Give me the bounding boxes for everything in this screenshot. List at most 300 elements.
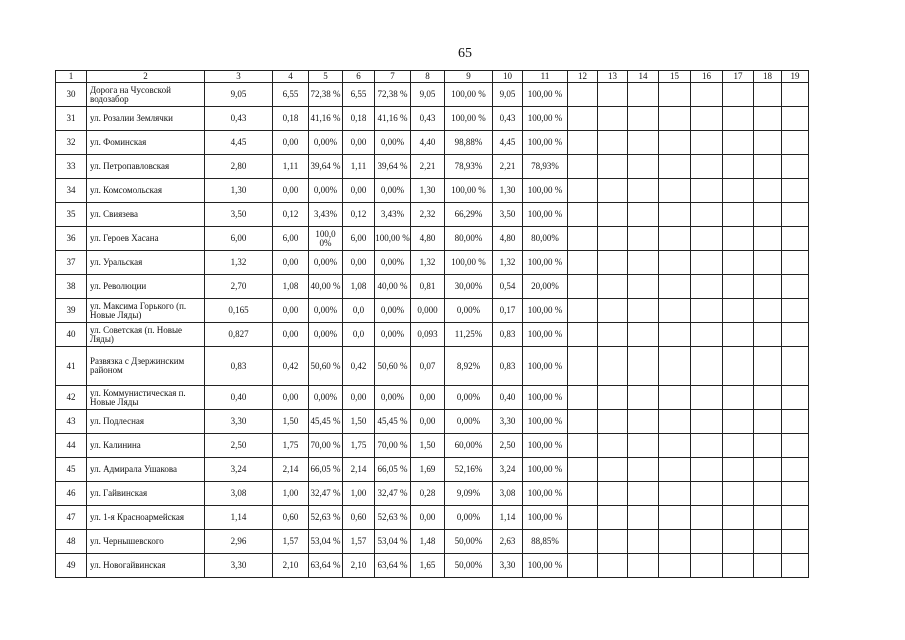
empty-cell — [691, 506, 723, 530]
cell-c4: 6,00 — [273, 227, 309, 251]
empty-cell — [782, 107, 809, 131]
cell-c4: 0,42 — [273, 347, 309, 386]
empty-cell — [598, 155, 628, 179]
cell-c11: 100,00 % — [523, 251, 568, 275]
row-number: 42 — [56, 386, 87, 410]
cell-c6: 0,12 — [343, 203, 375, 227]
empty-cell — [659, 554, 691, 578]
empty-cell — [628, 386, 659, 410]
cell-c9: 66,29% — [445, 203, 493, 227]
cell-c5: 63,64 % — [309, 554, 343, 578]
empty-cell — [691, 434, 723, 458]
cell-c8: 1,32 — [411, 251, 445, 275]
empty-cell — [659, 83, 691, 107]
table-row — [56, 458, 809, 482]
cell-c7: 40,00 % — [375, 275, 411, 299]
table-row — [56, 347, 809, 386]
cell-c3: 9,05 — [205, 83, 273, 107]
cell-c11: 100,00 % — [523, 323, 568, 347]
cell-c4: 0,12 — [273, 203, 309, 227]
empty-cell — [691, 410, 723, 434]
empty-cell — [598, 323, 628, 347]
road-name: ул. Чернышевского — [87, 530, 205, 554]
cell-c7: 3,43% — [375, 203, 411, 227]
row-number: 44 — [56, 434, 87, 458]
cell-c8: 0,00 — [411, 410, 445, 434]
cell-c10: 3,08 — [493, 482, 523, 506]
cell-c6: 1,57 — [343, 530, 375, 554]
cell-c3: 3,08 — [205, 482, 273, 506]
empty-cell — [659, 155, 691, 179]
cell-c11: 100,00 % — [523, 506, 568, 530]
row-number: 39 — [56, 299, 87, 323]
table-row — [56, 203, 809, 227]
cell-c4: 1,00 — [273, 482, 309, 506]
road-data-table — [55, 70, 809, 578]
empty-cell — [628, 554, 659, 578]
empty-cell — [782, 554, 809, 578]
column-number: 4 — [273, 71, 309, 83]
cell-c4: 1,75 — [273, 434, 309, 458]
table-row — [56, 386, 809, 410]
empty-cell — [691, 482, 723, 506]
empty-cell — [723, 323, 754, 347]
table-row — [56, 482, 809, 506]
cell-c10: 1,30 — [493, 179, 523, 203]
empty-cell — [568, 323, 598, 347]
row-number: 48 — [56, 530, 87, 554]
row-number: 37 — [56, 251, 87, 275]
cell-c8: 0,43 — [411, 107, 445, 131]
empty-cell — [782, 323, 809, 347]
cell-c9: 50,00% — [445, 554, 493, 578]
empty-cell — [568, 83, 598, 107]
cell-c10: 3,30 — [493, 554, 523, 578]
cell-c4: 1,57 — [273, 530, 309, 554]
cell-c10: 4,45 — [493, 131, 523, 155]
cell-c9: 78,93% — [445, 155, 493, 179]
cell-c7: 41,16 % — [375, 107, 411, 131]
empty-cell — [691, 179, 723, 203]
cell-c6: 0,42 — [343, 347, 375, 386]
empty-cell — [691, 155, 723, 179]
empty-cell — [691, 251, 723, 275]
empty-cell — [568, 107, 598, 131]
cell-c11: 100,00 % — [523, 131, 568, 155]
empty-cell — [691, 131, 723, 155]
empty-cell — [782, 434, 809, 458]
cell-c9: 100,00 % — [445, 179, 493, 203]
empty-cell — [568, 251, 598, 275]
cell-c9: 98,88% — [445, 131, 493, 155]
empty-cell — [691, 107, 723, 131]
table-row — [56, 275, 809, 299]
empty-cell — [628, 323, 659, 347]
cell-c6: 1,08 — [343, 275, 375, 299]
empty-cell — [659, 530, 691, 554]
road-name: ул. Советская (п. Новые Ляды) — [87, 323, 205, 347]
empty-cell — [723, 347, 754, 386]
cell-c3: 2,80 — [205, 155, 273, 179]
empty-cell — [598, 179, 628, 203]
empty-cell — [723, 482, 754, 506]
empty-cell — [723, 179, 754, 203]
cell-c9: 100,00 % — [445, 107, 493, 131]
column-number: 6 — [343, 71, 375, 83]
column-number: 16 — [691, 71, 723, 83]
empty-cell — [754, 323, 782, 347]
empty-cell — [782, 506, 809, 530]
cell-c8: 0,00 — [411, 506, 445, 530]
cell-c3: 2,96 — [205, 530, 273, 554]
empty-cell — [598, 554, 628, 578]
cell-c7: 72,38 % — [375, 83, 411, 107]
empty-cell — [628, 347, 659, 386]
empty-cell — [754, 347, 782, 386]
cell-c10: 0,83 — [493, 347, 523, 386]
cell-c6: 0,0 — [343, 299, 375, 323]
cell-c3: 3,50 — [205, 203, 273, 227]
table-row — [56, 530, 809, 554]
empty-cell — [754, 530, 782, 554]
cell-c8: 2,32 — [411, 203, 445, 227]
cell-c4: 0,00 — [273, 179, 309, 203]
column-number: 19 — [782, 71, 809, 83]
row-number: 40 — [56, 323, 87, 347]
empty-cell — [598, 299, 628, 323]
cell-c7: 63,64 % — [375, 554, 411, 578]
column-number: 10 — [493, 71, 523, 83]
empty-cell — [782, 410, 809, 434]
empty-cell — [659, 482, 691, 506]
empty-cell — [782, 299, 809, 323]
empty-cell — [754, 506, 782, 530]
empty-cell — [754, 482, 782, 506]
road-name: ул. Адмирала Ушакова — [87, 458, 205, 482]
empty-cell — [754, 203, 782, 227]
empty-cell — [723, 227, 754, 251]
empty-cell — [723, 83, 754, 107]
cell-c11: 100,00 % — [523, 203, 568, 227]
empty-cell — [754, 554, 782, 578]
empty-cell — [754, 227, 782, 251]
empty-cell — [598, 275, 628, 299]
column-number: 17 — [723, 71, 754, 83]
empty-cell — [598, 434, 628, 458]
cell-c5: 0,00% — [309, 323, 343, 347]
cell-c11: 78,93% — [523, 155, 568, 179]
cell-c6: 1,00 — [343, 482, 375, 506]
empty-cell — [628, 275, 659, 299]
road-name: ул. Уральская — [87, 251, 205, 275]
empty-cell — [782, 386, 809, 410]
cell-c7: 0,00% — [375, 323, 411, 347]
cell-c9: 80,00% — [445, 227, 493, 251]
column-number: 7 — [375, 71, 411, 83]
empty-cell — [723, 107, 754, 131]
empty-cell — [659, 458, 691, 482]
empty-cell — [723, 530, 754, 554]
cell-c10: 2,50 — [493, 434, 523, 458]
cell-c5: 0,00% — [309, 299, 343, 323]
empty-cell — [628, 506, 659, 530]
empty-cell — [628, 530, 659, 554]
cell-c5: 52,63 % — [309, 506, 343, 530]
cell-c7: 0,00% — [375, 179, 411, 203]
empty-cell — [628, 251, 659, 275]
cell-c4: 1,11 — [273, 155, 309, 179]
empty-cell — [782, 203, 809, 227]
empty-cell — [568, 530, 598, 554]
column-number: 5 — [309, 71, 343, 83]
cell-c11: 100,00 % — [523, 458, 568, 482]
cell-c6: 0,00 — [343, 251, 375, 275]
empty-cell — [598, 203, 628, 227]
empty-cell — [659, 347, 691, 386]
cell-c3: 2,70 — [205, 275, 273, 299]
empty-cell — [782, 179, 809, 203]
cell-c10: 3,24 — [493, 458, 523, 482]
cell-c5: 50,60 % — [309, 347, 343, 386]
column-number: 8 — [411, 71, 445, 83]
empty-cell — [723, 251, 754, 275]
table-row — [56, 227, 809, 251]
road-name: ул. Коммунистическая п. Новые Ляды — [87, 386, 205, 410]
road-name: ул. Максима Горького (п. Новые Ляды) — [87, 299, 205, 323]
cell-c8: 0,000 — [411, 299, 445, 323]
empty-cell — [568, 386, 598, 410]
cell-c11: 88,85% — [523, 530, 568, 554]
empty-cell — [598, 482, 628, 506]
table-row — [56, 323, 809, 347]
cell-c11: 80,00% — [523, 227, 568, 251]
row-number: 46 — [56, 482, 87, 506]
empty-cell — [691, 530, 723, 554]
cell-c10: 3,30 — [493, 410, 523, 434]
table-row — [56, 131, 809, 155]
empty-cell — [659, 131, 691, 155]
empty-cell — [568, 131, 598, 155]
row-number: 38 — [56, 275, 87, 299]
cell-c3: 0,827 — [205, 323, 273, 347]
cell-c7: 39,64 % — [375, 155, 411, 179]
road-name: ул. Гайвинская — [87, 482, 205, 506]
cell-c4: 1,50 — [273, 410, 309, 434]
cell-c5: 0,00% — [309, 251, 343, 275]
cell-c9: 9,09% — [445, 482, 493, 506]
empty-cell — [659, 251, 691, 275]
empty-cell — [568, 347, 598, 386]
table-row — [56, 179, 809, 203]
empty-cell — [628, 179, 659, 203]
cell-c11: 100,00 % — [523, 299, 568, 323]
row-number: 49 — [56, 554, 87, 578]
empty-cell — [628, 203, 659, 227]
road-name: ул. Калинина — [87, 434, 205, 458]
cell-c6: 6,00 — [343, 227, 375, 251]
empty-cell — [598, 131, 628, 155]
cell-c3: 3,24 — [205, 458, 273, 482]
road-name: ул. Героев Хасана — [87, 227, 205, 251]
cell-c10: 0,40 — [493, 386, 523, 410]
cell-c3: 2,50 — [205, 434, 273, 458]
cell-c6: 1,11 — [343, 155, 375, 179]
cell-c10: 4,80 — [493, 227, 523, 251]
cell-c8: 1,30 — [411, 179, 445, 203]
cell-c10: 1,14 — [493, 506, 523, 530]
empty-cell — [691, 275, 723, 299]
cell-c8: 0,28 — [411, 482, 445, 506]
empty-cell — [782, 227, 809, 251]
empty-cell — [754, 299, 782, 323]
row-number: 45 — [56, 458, 87, 482]
cell-c4: 1,08 — [273, 275, 309, 299]
empty-cell — [782, 530, 809, 554]
cell-c3: 4,45 — [205, 131, 273, 155]
cell-c3: 1,14 — [205, 506, 273, 530]
cell-c6: 0,00 — [343, 131, 375, 155]
cell-c8: 1,48 — [411, 530, 445, 554]
empty-cell — [782, 275, 809, 299]
cell-c10: 9,05 — [493, 83, 523, 107]
cell-c11: 100,00 % — [523, 347, 568, 386]
cell-c4: 0,00 — [273, 131, 309, 155]
empty-cell — [659, 275, 691, 299]
empty-cell — [691, 299, 723, 323]
cell-c4: 0,00 — [273, 299, 309, 323]
cell-c7: 53,04 % — [375, 530, 411, 554]
empty-cell — [691, 458, 723, 482]
empty-cell — [628, 299, 659, 323]
row-number: 32 — [56, 131, 87, 155]
road-name: ул. Революции — [87, 275, 205, 299]
cell-c4: 0,00 — [273, 323, 309, 347]
empty-cell — [754, 275, 782, 299]
cell-c7: 0,00% — [375, 131, 411, 155]
empty-cell — [782, 482, 809, 506]
row-number: 30 — [56, 83, 87, 107]
row-number: 41 — [56, 347, 87, 386]
cell-c8: 0,81 — [411, 275, 445, 299]
column-number: 11 — [523, 71, 568, 83]
empty-cell — [782, 251, 809, 275]
cell-c5: 40,00 % — [309, 275, 343, 299]
empty-cell — [723, 275, 754, 299]
empty-cell — [723, 434, 754, 458]
empty-cell — [568, 434, 598, 458]
cell-c7: 52,63 % — [375, 506, 411, 530]
empty-cell — [628, 227, 659, 251]
empty-cell — [598, 83, 628, 107]
cell-c6: 1,75 — [343, 434, 375, 458]
empty-cell — [659, 410, 691, 434]
empty-cell — [568, 458, 598, 482]
empty-cell — [723, 506, 754, 530]
cell-c8: 0,00 — [411, 386, 445, 410]
cell-c11: 100,00 % — [523, 83, 568, 107]
cell-c11: 100,00 % — [523, 107, 568, 131]
cell-c10: 3,50 — [493, 203, 523, 227]
empty-cell — [782, 155, 809, 179]
page-number: 65 — [458, 46, 472, 61]
cell-c8: 0,07 — [411, 347, 445, 386]
cell-c7: 32,47 % — [375, 482, 411, 506]
road-name: ул. Фоминская — [87, 131, 205, 155]
empty-cell — [754, 434, 782, 458]
empty-cell — [628, 458, 659, 482]
cell-c6: 2,10 — [343, 554, 375, 578]
empty-cell — [568, 275, 598, 299]
empty-cell — [659, 386, 691, 410]
cell-c3: 3,30 — [205, 410, 273, 434]
empty-cell — [691, 227, 723, 251]
cell-c5: 45,45 % — [309, 410, 343, 434]
table-row — [56, 155, 809, 179]
cell-c9: 100,00 % — [445, 83, 493, 107]
cell-c5: 0,00% — [309, 131, 343, 155]
empty-cell — [568, 203, 598, 227]
empty-cell — [598, 410, 628, 434]
cell-c4: 0,18 — [273, 107, 309, 131]
cell-c9: 100,00 % — [445, 251, 493, 275]
empty-cell — [754, 155, 782, 179]
empty-cell — [754, 458, 782, 482]
empty-cell — [598, 530, 628, 554]
empty-cell — [754, 410, 782, 434]
cell-c11: 100,00 % — [523, 482, 568, 506]
empty-cell — [628, 83, 659, 107]
empty-cell — [598, 227, 628, 251]
cell-c11: 100,00 % — [523, 410, 568, 434]
cell-c3: 6,00 — [205, 227, 273, 251]
cell-c7: 45,45 % — [375, 410, 411, 434]
empty-cell — [754, 83, 782, 107]
cell-c10: 0,83 — [493, 323, 523, 347]
table-row — [56, 410, 809, 434]
empty-cell — [659, 107, 691, 131]
cell-c9: 52,16% — [445, 458, 493, 482]
cell-c6: 6,55 — [343, 83, 375, 107]
row-number: 47 — [56, 506, 87, 530]
cell-c8: 1,50 — [411, 434, 445, 458]
column-number: 13 — [598, 71, 628, 83]
cell-c10: 1,32 — [493, 251, 523, 275]
cell-c9: 0,00% — [445, 410, 493, 434]
empty-cell — [628, 107, 659, 131]
empty-cell — [723, 386, 754, 410]
cell-c11: 100,00 % — [523, 434, 568, 458]
empty-cell — [659, 227, 691, 251]
empty-cell — [659, 299, 691, 323]
empty-cell — [782, 458, 809, 482]
cell-c6: 0,18 — [343, 107, 375, 131]
cell-c10: 2,63 — [493, 530, 523, 554]
empty-cell — [754, 386, 782, 410]
empty-cell — [568, 482, 598, 506]
cell-c6: 0,60 — [343, 506, 375, 530]
road-name: ул. Петропавловская — [87, 155, 205, 179]
cell-c8: 1,69 — [411, 458, 445, 482]
row-number: 34 — [56, 179, 87, 203]
cell-c10: 0,43 — [493, 107, 523, 131]
empty-cell — [659, 506, 691, 530]
empty-cell — [782, 131, 809, 155]
cell-c3: 1,32 — [205, 251, 273, 275]
cell-c8: 9,05 — [411, 83, 445, 107]
cell-c7: 70,00 % — [375, 434, 411, 458]
cell-c6: 0,00 — [343, 179, 375, 203]
cell-c9: 11,25% — [445, 323, 493, 347]
